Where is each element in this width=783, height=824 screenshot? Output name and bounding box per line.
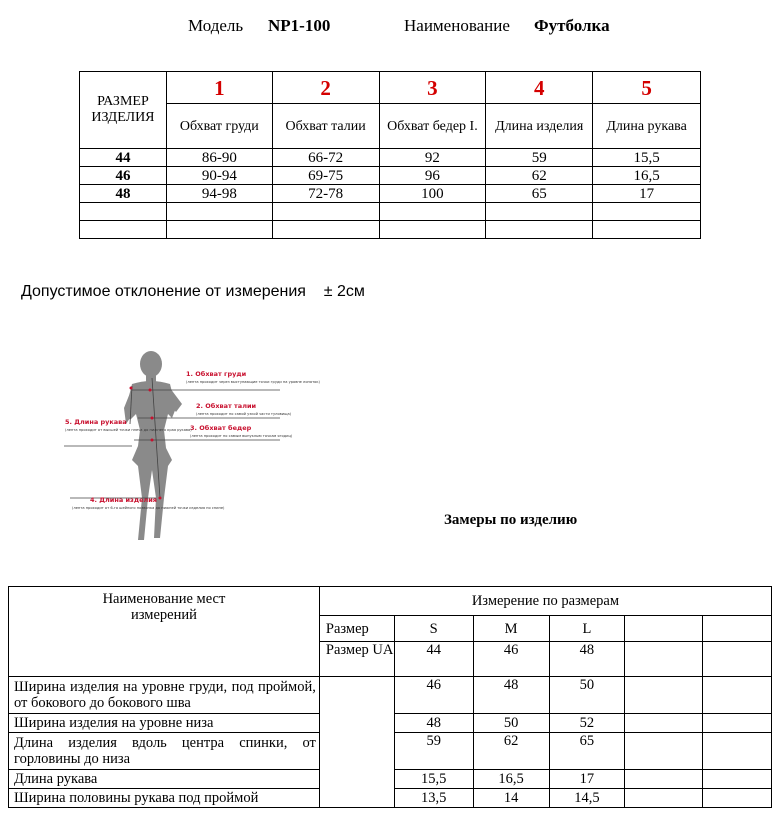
- table-cell: [703, 770, 772, 789]
- table-cell: 65: [549, 733, 625, 770]
- body-silhouette-illustration: [60, 348, 320, 544]
- size-ua-label: Размер UA: [319, 642, 394, 677]
- table-cell: 86-90: [166, 149, 272, 167]
- empty-cell: [486, 203, 593, 221]
- table-cell: [625, 789, 703, 808]
- table-row-empty: [80, 203, 701, 221]
- merged-empty-cell: [319, 677, 394, 808]
- empty-cell: [80, 203, 167, 221]
- silhouette: [124, 351, 182, 540]
- size-l: L: [549, 616, 625, 642]
- tolerance-note: [21, 283, 365, 301]
- table-row: [80, 185, 701, 203]
- table-cell: 16,5: [473, 770, 549, 789]
- empty-cell: [486, 221, 593, 239]
- name-label: Наименование: [404, 16, 510, 35]
- table-cell: 62: [473, 733, 549, 770]
- table-cell: 96: [379, 167, 486, 185]
- table-cell: 62: [486, 167, 593, 185]
- size-ua-value: [625, 642, 703, 677]
- measurement-figure: [60, 348, 320, 544]
- col-name-waist: Обхват талии: [272, 104, 379, 149]
- tolerance-text: Допустимое отклонение от измерения: [21, 283, 306, 300]
- col-num-5: 5: [593, 72, 701, 104]
- table-cell: 13,5: [394, 789, 473, 808]
- col-num-2: 2: [272, 72, 379, 104]
- label-sleeve-note: (лента проходит от высшей точки плеча до нижнего края рукава): [65, 428, 192, 432]
- size-table: [79, 71, 701, 239]
- size-ua-value: [703, 642, 772, 677]
- empty-cell: [166, 203, 272, 221]
- empty-cell: [166, 221, 272, 239]
- table-cell: [703, 714, 772, 733]
- model-label: Модель: [188, 16, 244, 35]
- table-cell: 50: [473, 714, 549, 733]
- table-cell: [625, 714, 703, 733]
- size-ua-value: 44: [394, 642, 473, 677]
- size-ua-value: 48: [549, 642, 625, 677]
- table-cell: 100: [379, 185, 486, 203]
- table-row: [9, 677, 772, 714]
- empty-cell: [379, 203, 486, 221]
- row-name-sleeve-length: Длина рукава: [9, 770, 320, 789]
- size-empty: [625, 616, 703, 642]
- table-cell: [625, 770, 703, 789]
- col-name-length: Длина изделия: [486, 104, 593, 149]
- table-cell: 59: [394, 733, 473, 770]
- label-length-note: (лента проходит от 6-го шейного позвонка до нижней точки изделия по спине): [72, 506, 225, 510]
- size-empty: [703, 616, 772, 642]
- size-label: Размер: [319, 616, 394, 642]
- empty-cell: [379, 221, 486, 239]
- size-cell: 48: [80, 185, 167, 203]
- table-cell: [703, 789, 772, 808]
- col-name-sleeve: Длина рукава: [593, 104, 701, 149]
- size-ua-value: 46: [473, 642, 549, 677]
- label-waist-title: 2. Обхват талии: [196, 402, 257, 410]
- table-row: [80, 149, 701, 167]
- table-cell: 46: [394, 677, 473, 714]
- table-cell: 92: [379, 149, 486, 167]
- table-row-empty: [80, 221, 701, 239]
- measurements-table: [8, 586, 772, 808]
- label-hips-title: 3. Обхват бедер: [190, 424, 252, 432]
- empty-cell: [593, 203, 701, 221]
- label-hips-note: (лента проходит по самым выпуклым точкам ягодиц): [190, 434, 293, 438]
- table-cell: 16,5: [593, 167, 701, 185]
- empty-cell: [80, 221, 167, 239]
- size-cell: 44: [80, 149, 167, 167]
- size-s: S: [394, 616, 473, 642]
- table-cell: 15,5: [593, 149, 701, 167]
- table-cell: 65: [486, 185, 593, 203]
- table-cell: 14: [473, 789, 549, 808]
- row-name-hem-width: Ширина изделия на уровне низа: [9, 714, 320, 733]
- table-cell: [625, 733, 703, 770]
- table-cell: 52: [549, 714, 625, 733]
- label-chest-note: (лента проходит через выступающие точки груди на уровне лопаток): [186, 380, 320, 384]
- table-cell: 59: [486, 149, 593, 167]
- size-corner-label: РАЗМЕР ИЗДЕЛИЯ: [80, 72, 167, 149]
- col-name-chest: Обхват груди: [166, 104, 272, 149]
- table-cell: 72-78: [272, 185, 379, 203]
- table-cell: 48: [473, 677, 549, 714]
- col-num-4: 4: [486, 72, 593, 104]
- table-cell: [703, 677, 772, 714]
- table-cell: 17: [593, 185, 701, 203]
- label-length-title: 4. Длина изделия: [90, 496, 157, 504]
- table-cell: [703, 733, 772, 770]
- model-value: NP1-100: [268, 16, 331, 35]
- label-chest-title: 1. Обхват груди: [186, 370, 247, 378]
- place-header: Наименование мест измерений: [9, 587, 320, 677]
- table-cell: 94-98: [166, 185, 272, 203]
- col-num-3: 3: [379, 72, 486, 104]
- tolerance-value: ± 2см: [323, 283, 365, 300]
- table-cell: 90-94: [166, 167, 272, 185]
- table-cell: 48: [394, 714, 473, 733]
- table-cell: 17: [549, 770, 625, 789]
- table-cell: 69-75: [272, 167, 379, 185]
- measure-title: Замеры по изделию: [444, 512, 578, 528]
- label-sleeve-title: 5. Длина рукава: [65, 418, 127, 426]
- empty-cell: [593, 221, 701, 239]
- empty-cell: [272, 203, 379, 221]
- row-name-chest-width: Ширина изделия на уровне груди, под проймой, от бокового до бокового шва: [9, 677, 320, 714]
- table-row: [80, 167, 701, 185]
- table-cell: 50: [549, 677, 625, 714]
- col-name-hips: Обхват бедер I.: [379, 104, 486, 149]
- table-cell: 15,5: [394, 770, 473, 789]
- size-m: M: [473, 616, 549, 642]
- col-num-1: 1: [166, 72, 272, 104]
- label-waist-note: (лента проходит по самой узкой части туловища): [196, 412, 292, 416]
- size-cell: 46: [80, 167, 167, 185]
- row-name-back-length: Длина изделия вдоль центра спинки, от горловины до низа: [9, 733, 320, 770]
- measure-header: Измерение по размерам: [319, 587, 771, 616]
- table-cell: 66-72: [272, 149, 379, 167]
- table-cell: 14,5: [549, 789, 625, 808]
- table-cell: [625, 677, 703, 714]
- name-value: Футболка: [534, 16, 610, 35]
- empty-cell: [272, 221, 379, 239]
- row-name-half-sleeve-width: Ширина половины рукава под проймой: [9, 789, 320, 808]
